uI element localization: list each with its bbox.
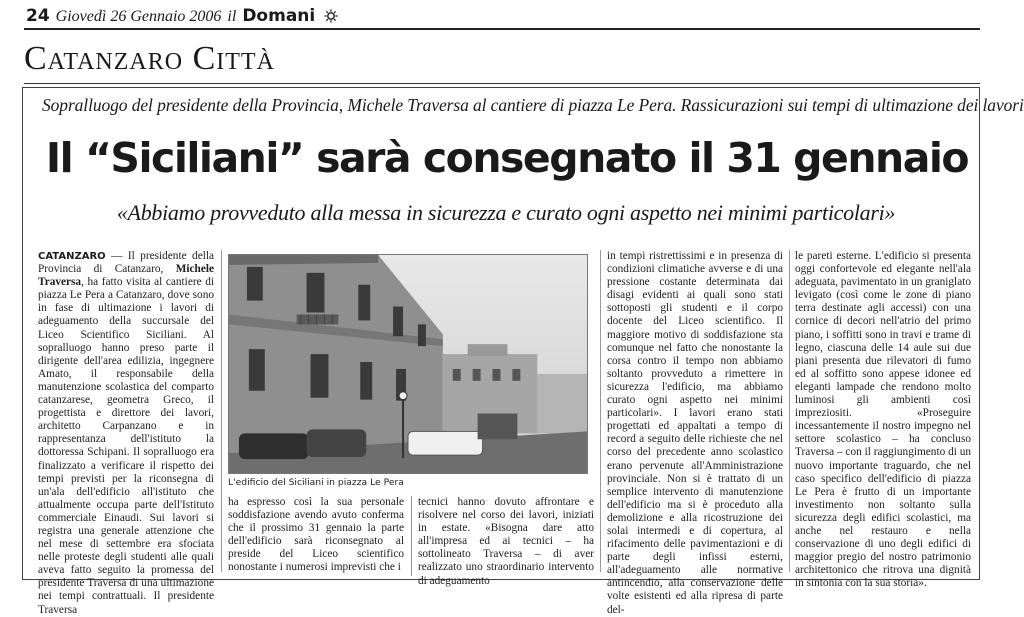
masthead	[26, 6, 338, 28]
column-1-text-b: , ha fatto visita al cantiere di piazza Le Pera a Catanzaro, dove sono in fase di ultimazione i lavori di adeguamento della succursale del Liceo Scientifico Siciliani. Al sopralluogo hanno preso parte il dirigente dell'area edilizia, ingegnere Amato, il responsabile della manutenzione scolastica del comparto catanzarese, geometra Greco, il progettista e direttore dei lavori, architetto Carpanzano e in rappresentanza dell'istituto la dottoressa Schipani. Il sopralluogo era finalizzato a verificare il rispetto dei tempi previsti per la riconsegna di un'ala dell'edificio all'istituto che attualmente occupa parte dell'Istituto commerciale Einaudi. Sui lavori si registra una generale attenzione che nel mese di settembre era sfociata nelle proteste degli studenti alle quali aveva fatto seguito la promessa del presidente Traversa di una ultimazione nei tempi contrattuali. Il presidente Traversa	[38, 276, 214, 616]
building-photo	[228, 254, 588, 474]
section-title: Catanzaro Città	[24, 40, 275, 77]
person-name: Michele Traversa	[38, 263, 214, 289]
article-kicker: Sopralluogo del presidente della Provincia, Michele Traversa al cantiere di piazza Le Pera. Rassicurazioni sui tempi di ultimazione dei lavori	[42, 95, 1024, 115]
article-column-3	[418, 496, 594, 587]
page-number: 24	[26, 6, 50, 26]
article-column-2	[228, 496, 404, 576]
column-divider	[789, 250, 790, 572]
column-1-text-a: — Il presidente della Provincia di Catanzaro,	[38, 250, 214, 276]
section-rule	[24, 83, 980, 84]
article-column-4	[607, 250, 783, 616]
masthead-rule	[24, 28, 980, 30]
masthead-paper-name: Domani	[242, 6, 316, 26]
article-column-1	[38, 250, 214, 616]
article-headline: Il “Siciliani” sarà consegnato il 31 gennaio	[45, 134, 969, 182]
column-4-text: in tempi ristrettissimi e in presenza di condizioni climatiche avverse e di una pressione costante determinata dai disagi evidenti ai quali sono stati sottoposti gli studenti e il corpo docente del Liceo scientifico. Il maggiore motivo di soddisfazione sta comunque nel fatto che nonostante la corsa contro il tempo non abbiamo soltanto provveduto a rimettere in sicurezza l'edificio, ma abbiamo curato ogni aspetto nei minimi particolari». I lavori erano stati progettati ed appaltati a tempo di record a seguito delle richieste che nel corso del precedente anno scolastico erano pervenute all'Amministrazione provinciale. Non si è trattato di un semplice intervento di manutenzione dell'edificio ma si è proceduto alla demolizione e alla ricostruzione dei solai intermedi e di copertura, al rifacimento delle pavimentazioni e di parte degli infissi esterni, all'adeguamento alle normative antincendio, alla conservazione delle volte esistenti ed alla ripresa di parte del-	[607, 250, 783, 616]
masthead-date: Giovedì 26 Gennaio 2006	[55, 8, 222, 25]
column-divider	[221, 250, 222, 572]
column-3-text: tecnici hanno dovuto affrontare e risolvere nel corso dei lavori, iniziati in estate. «Bisogna dare atto all'impresa ed ai tecnici – ha sottolineato Traversa – di aver realizzato uno straordinario intervento di adeguamento	[418, 496, 594, 587]
article-subheadline: «Abbiamo provveduto alla messa in sicurezza e curato ogni aspetto nei minimi particolari»	[116, 200, 896, 225]
photo-caption: L'edificio del Siciliani in piazza Le Pera	[228, 477, 404, 488]
column-divider	[600, 250, 601, 572]
column-2-text: ha espresso così la sua personale soddisfazione avendo avuto conferma che il prossimo 31 gennaio la parte dell'edificio sarà riconsegnato al preside del Liceo scientifico nonostante i numerosi imprevisti che i	[228, 496, 404, 574]
column-divider	[411, 496, 412, 576]
sun-logo-icon	[324, 8, 338, 22]
column-5-text: le pareti esterne. L'edificio si presenta oggi confortevole ed elegante nell'ala adeguata, pavimentato in un graniglato levigato (così come le zone di piano terra destinate agli accessi) con una cornice di decori nell'atrio del primo piano, i soffitti sono in travi e trame di legno, ciascuna delle 14 aule sui due piani presenta due rilevatori di fumo ed al soffitto sono appese idonee ed eleganti lampade che rendono molto luminosi gli ambienti così impreziositi. «Proseguire incessantemente il nostro impegno nel settore scolastico – ha concluso Traversa – con il raggiungimento di un nuovo importante traguardo, che nel caso specifico dell'edificio di piazza Le Pera è frutto di un importante investimento non soltanto sulla sicurezza degli edifici scolastici, ma anche nel restauro e nella conservazione di uno degli edifici di maggior pregio del nostro patrimonio architettonico che ritrova una dignità in sintonia con la sua storia».	[795, 250, 971, 590]
article-column-5	[795, 250, 971, 590]
masthead-paper-prefix: il	[227, 8, 237, 25]
dateline: CATANZARO	[38, 251, 106, 262]
